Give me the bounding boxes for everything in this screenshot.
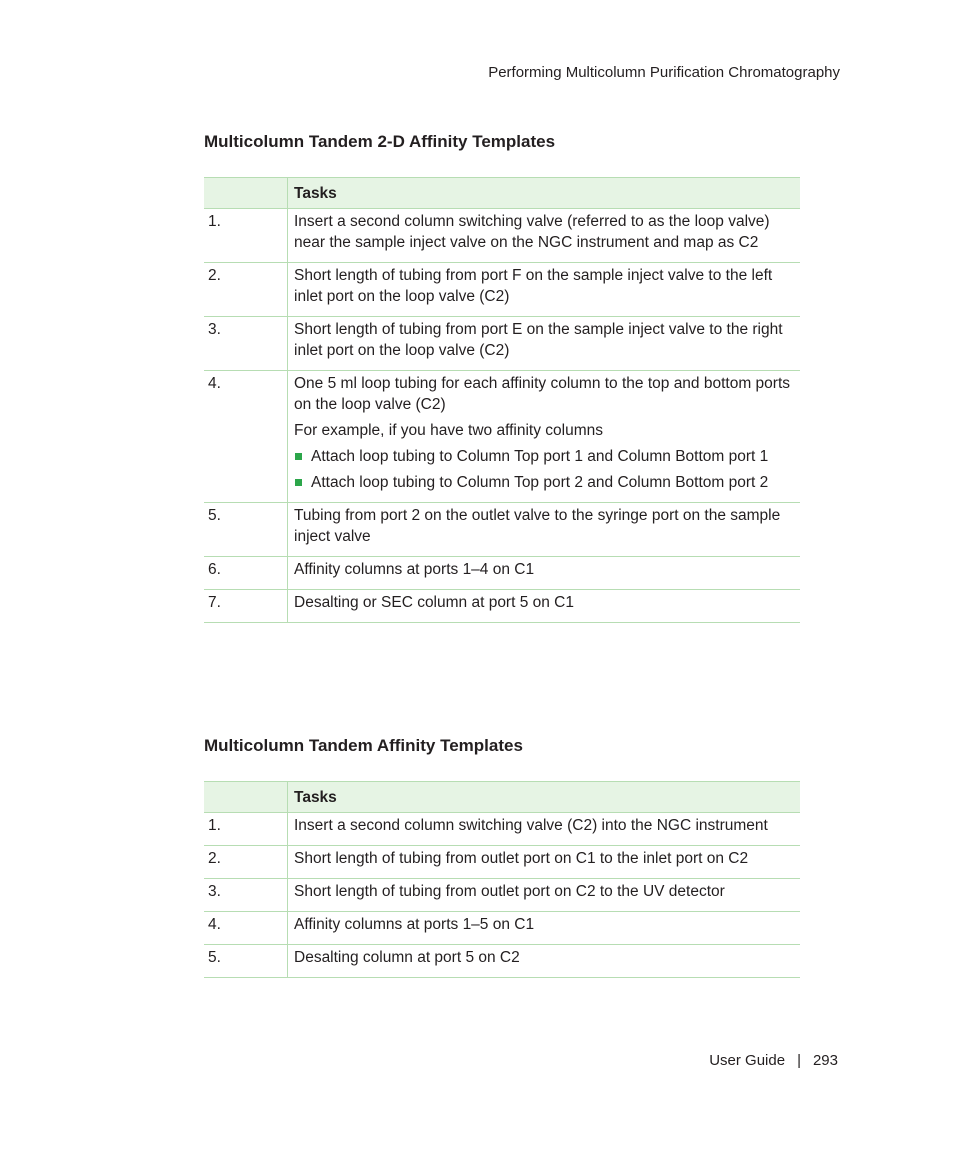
table-row bbox=[204, 317, 800, 371]
task-note: For example, if you have two affinity columns bbox=[294, 422, 603, 439]
table-header-row bbox=[204, 178, 800, 209]
list-item bbox=[294, 472, 794, 493]
task-text: Tubing from port 2 on the outlet valve to the syringe port on the sample inject valve bbox=[288, 503, 801, 557]
step-number: 5. bbox=[204, 945, 288, 978]
list-item bbox=[294, 446, 794, 467]
step-number: 3. bbox=[204, 317, 288, 371]
green-square-bullet-icon bbox=[295, 479, 302, 486]
table-header-row bbox=[204, 782, 800, 813]
section-title-2d-affinity: Multicolumn Tandem 2-D Affinity Templates bbox=[204, 132, 556, 151]
bullet-list bbox=[294, 446, 794, 493]
table-row bbox=[204, 879, 800, 912]
task-text: Insert a second column switching valve (referred to as the loop valve) near the sample inject valve on the NGC instrument and map as C2 bbox=[288, 209, 801, 263]
table-row bbox=[204, 209, 800, 263]
section-title-tandem-affinity: Multicolumn Tandem Affinity Templates bbox=[204, 736, 523, 755]
page-number: 293 bbox=[812, 1052, 838, 1069]
table-row bbox=[204, 813, 800, 846]
table-row bbox=[204, 846, 800, 879]
step-number: 2. bbox=[204, 846, 288, 879]
step-number: 4. bbox=[204, 371, 288, 503]
table-row bbox=[204, 945, 800, 978]
step-number: 6. bbox=[204, 557, 288, 590]
step-column-header bbox=[204, 178, 288, 209]
task-text: Desalting or SEC column at port 5 on C1 bbox=[288, 590, 801, 623]
step-number: 1. bbox=[204, 813, 288, 846]
task-text: Short length of tubing from port E on the sample inject valve to the right inlet port on the loop valve (C2) bbox=[288, 317, 801, 371]
step-number: 2. bbox=[204, 263, 288, 317]
step-number: 7. bbox=[204, 590, 288, 623]
tasks-column-header: Tasks bbox=[288, 178, 801, 209]
task-text: Short length of tubing from outlet port on C2 to the UV detector bbox=[288, 879, 801, 912]
step-number: 4. bbox=[204, 912, 288, 945]
task-text: Short length of tubing from outlet port on C1 to the inlet port on C2 bbox=[288, 846, 801, 879]
footer-separator: | bbox=[797, 1052, 801, 1069]
step-number: 5. bbox=[204, 503, 288, 557]
page-footer bbox=[709, 1052, 838, 1069]
task-text: Affinity columns at ports 1–4 on C1 bbox=[288, 557, 801, 590]
list-item-text: Attach loop tubing to Column Top port 2 and Column Bottom port 2 bbox=[311, 474, 769, 491]
table-row bbox=[204, 503, 800, 557]
task-text: Short length of tubing from port F on the sample inject valve to the left inlet port on the loop valve (C2) bbox=[288, 263, 801, 317]
step-number: 1. bbox=[204, 209, 288, 263]
list-item-text: Attach loop tubing to Column Top port 1 and Column Bottom port 1 bbox=[311, 448, 769, 465]
task-text: Insert a second column switching valve (C2) into the NGC instrument bbox=[288, 813, 801, 846]
tasks-table-tandem-affinity bbox=[204, 781, 800, 978]
step-number: 3. bbox=[204, 879, 288, 912]
table-row bbox=[204, 557, 800, 590]
tasks-table-2d-affinity bbox=[204, 177, 800, 623]
table-row bbox=[204, 371, 800, 503]
table-row bbox=[204, 590, 800, 623]
step-column-header bbox=[204, 782, 288, 813]
green-square-bullet-icon bbox=[295, 453, 302, 460]
task-text: One 5 ml loop tubing for each affinity column to the top and bottom ports on the loop valve (C2) bbox=[294, 375, 791, 413]
running-header: Performing Multicolumn Purification Chromatography bbox=[488, 64, 840, 81]
guide-label: User Guide bbox=[709, 1052, 786, 1069]
task-text: Desalting column at port 5 on C2 bbox=[288, 945, 801, 978]
table-row bbox=[204, 263, 800, 317]
task-cell bbox=[288, 371, 801, 503]
task-text: Affinity columns at ports 1–5 on C1 bbox=[288, 912, 801, 945]
tasks-column-header: Tasks bbox=[288, 782, 801, 813]
table-row bbox=[204, 912, 800, 945]
